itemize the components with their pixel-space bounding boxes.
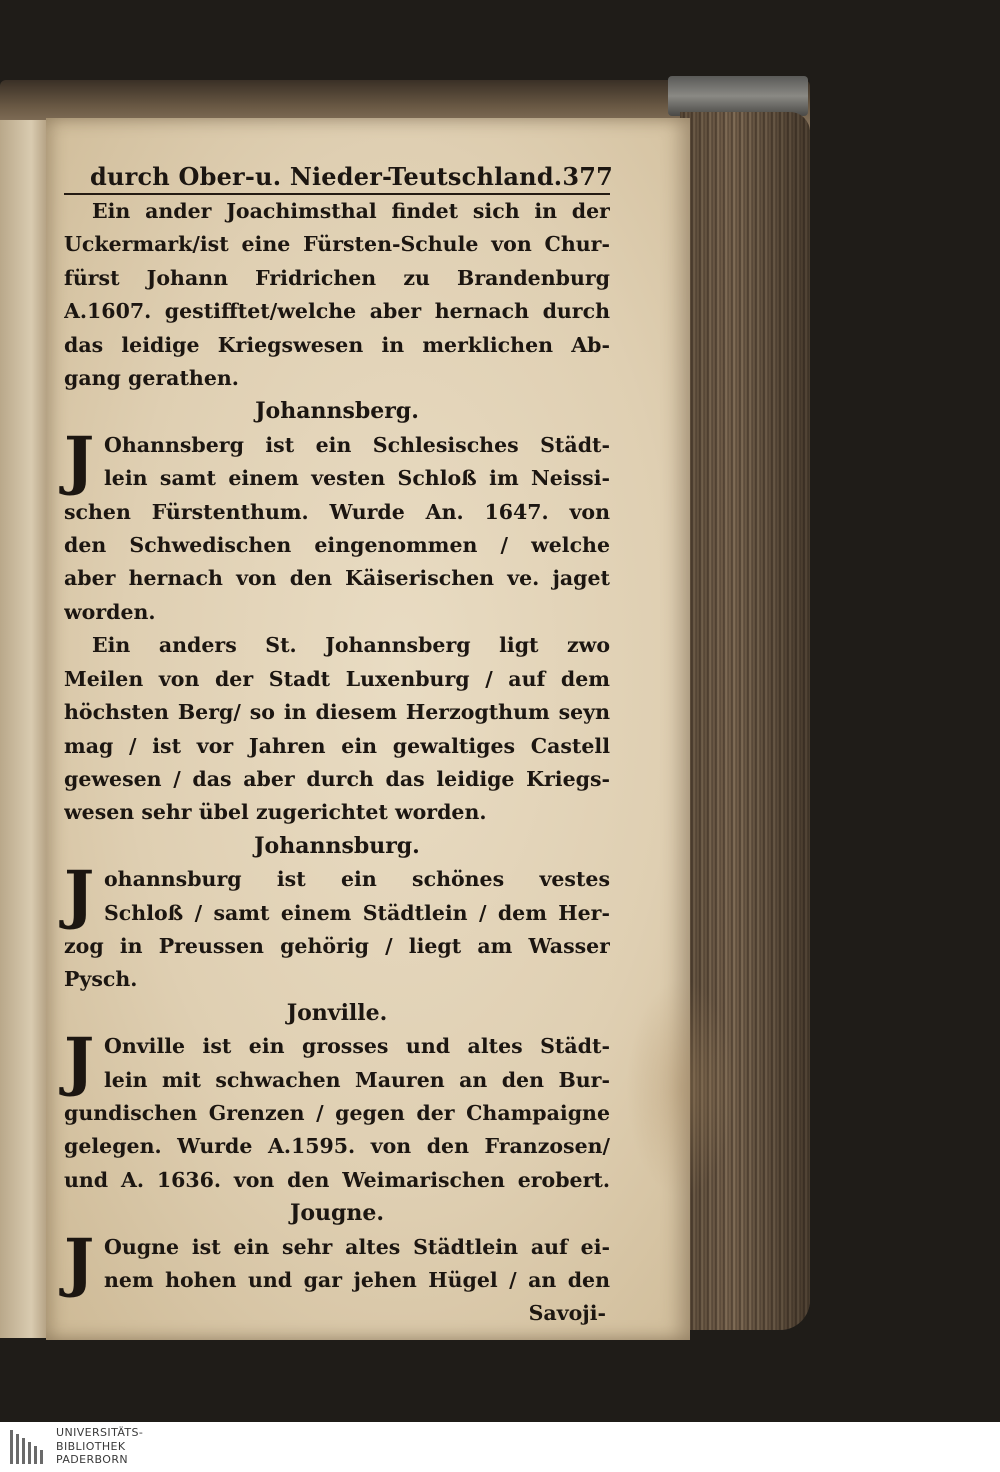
text-line: und A. 1636. von den Weimarischen erobert.	[64, 1167, 610, 1192]
running-head	[64, 162, 614, 195]
text-line: gundischen Grenzen / gegen der Champaigne	[64, 1100, 610, 1125]
logo-line: BIBLIOTHEK	[56, 1439, 126, 1453]
text-line: Ougne ist ein sehr altes Städtlein auf ei-	[104, 1234, 610, 1259]
running-head-title: durch Ober-u. Nieder-Teutschland.	[90, 162, 563, 191]
text-line: nem hohen und gar jehen Hügel / an den	[104, 1268, 610, 1292]
paragraph	[64, 1024, 610, 1100]
section-heading: Johannsburg.	[254, 832, 420, 859]
text-line: ohannsburg ist ein schönes vestes	[104, 867, 610, 892]
section-heading: Jougne.	[289, 1200, 385, 1227]
text-line: den Schwedischen eingenommen / welche	[64, 533, 610, 558]
logo-line: PADERBORN	[56, 1453, 129, 1466]
text-line: das leidige Kriegswesen in merklichen Ab-	[64, 332, 610, 357]
paragraph	[64, 1224, 610, 1300]
section-heading: Johannsberg.	[255, 398, 419, 425]
text-line: Onville ist ein grosses und altes Städt-	[104, 1034, 610, 1059]
library-logo-text	[56, 1426, 143, 1467]
text-line: aber hernach von den Käiserischen ve. jaget	[64, 566, 610, 591]
text-line: lein samt einem vesten Schloß im Neissi-	[104, 466, 610, 491]
text-line: mag / ist vor Jahren ein gewaltiges Castell	[64, 733, 610, 758]
text-line: Uckermark/ist eine Fürsten-Schule von Chur-	[64, 232, 610, 257]
paper-stain	[626, 978, 736, 1198]
catchword: Savoji-	[528, 1301, 606, 1326]
text-line: fürst Johann Fridrichen zu Brandenburg	[64, 265, 610, 290]
text-line: Schloß / samt einem Städtlein / dem Her-	[104, 900, 610, 925]
text-line: Ein anders St. Johannsberg ligt zwo	[92, 633, 610, 658]
text-line: gelegen. Wurde A.1595. von den Franzosen/	[64, 1134, 610, 1159]
library-logo-icon	[8, 1428, 48, 1466]
text-line: wesen sehr übel zugerichtet worden.	[64, 800, 487, 825]
text-line: schen Fürstenthum. Wurde An. 1647. von	[64, 499, 610, 524]
text-line: A.1607. gestifftet/welche aber hernach durch	[64, 299, 610, 324]
paragraph	[64, 857, 610, 933]
page-number: 377	[562, 162, 614, 191]
drop-cap: J	[64, 1224, 95, 1300]
text-line: Ohannsberg ist ein Schlesisches Städt-	[104, 432, 610, 457]
text-line: gewesen / das aber durch das leidige Kriegs-	[64, 766, 610, 791]
section-heading: Jonville.	[286, 999, 388, 1026]
text-line: zog in Preussen gehörig / liegt am Wasser	[64, 933, 610, 958]
logo-line: UNIVERSITÄTS-	[56, 1426, 144, 1439]
text-line: gang gerathen.	[64, 366, 239, 391]
paragraph	[64, 422, 610, 498]
text-line: Meilen von der Stadt Luxenburg / auf dem	[64, 666, 610, 691]
text-line: worden.	[64, 599, 156, 624]
page-text	[64, 162, 614, 1331]
text-line: höchsten Berg/ so in diesem Herzogthum seyn	[64, 700, 610, 725]
drop-cap: J	[64, 857, 95, 933]
text-line: lein mit schwachen Mauren an den Bur-	[104, 1067, 610, 1092]
drop-cap: J	[64, 422, 95, 498]
text-line: Ein ander Joachimsthal findet sich in der	[92, 199, 610, 223]
text-line: Pysch.	[64, 967, 138, 992]
footer-bar	[0, 1422, 1000, 1472]
drop-cap: J	[64, 1024, 95, 1100]
book-clasp	[668, 76, 808, 116]
